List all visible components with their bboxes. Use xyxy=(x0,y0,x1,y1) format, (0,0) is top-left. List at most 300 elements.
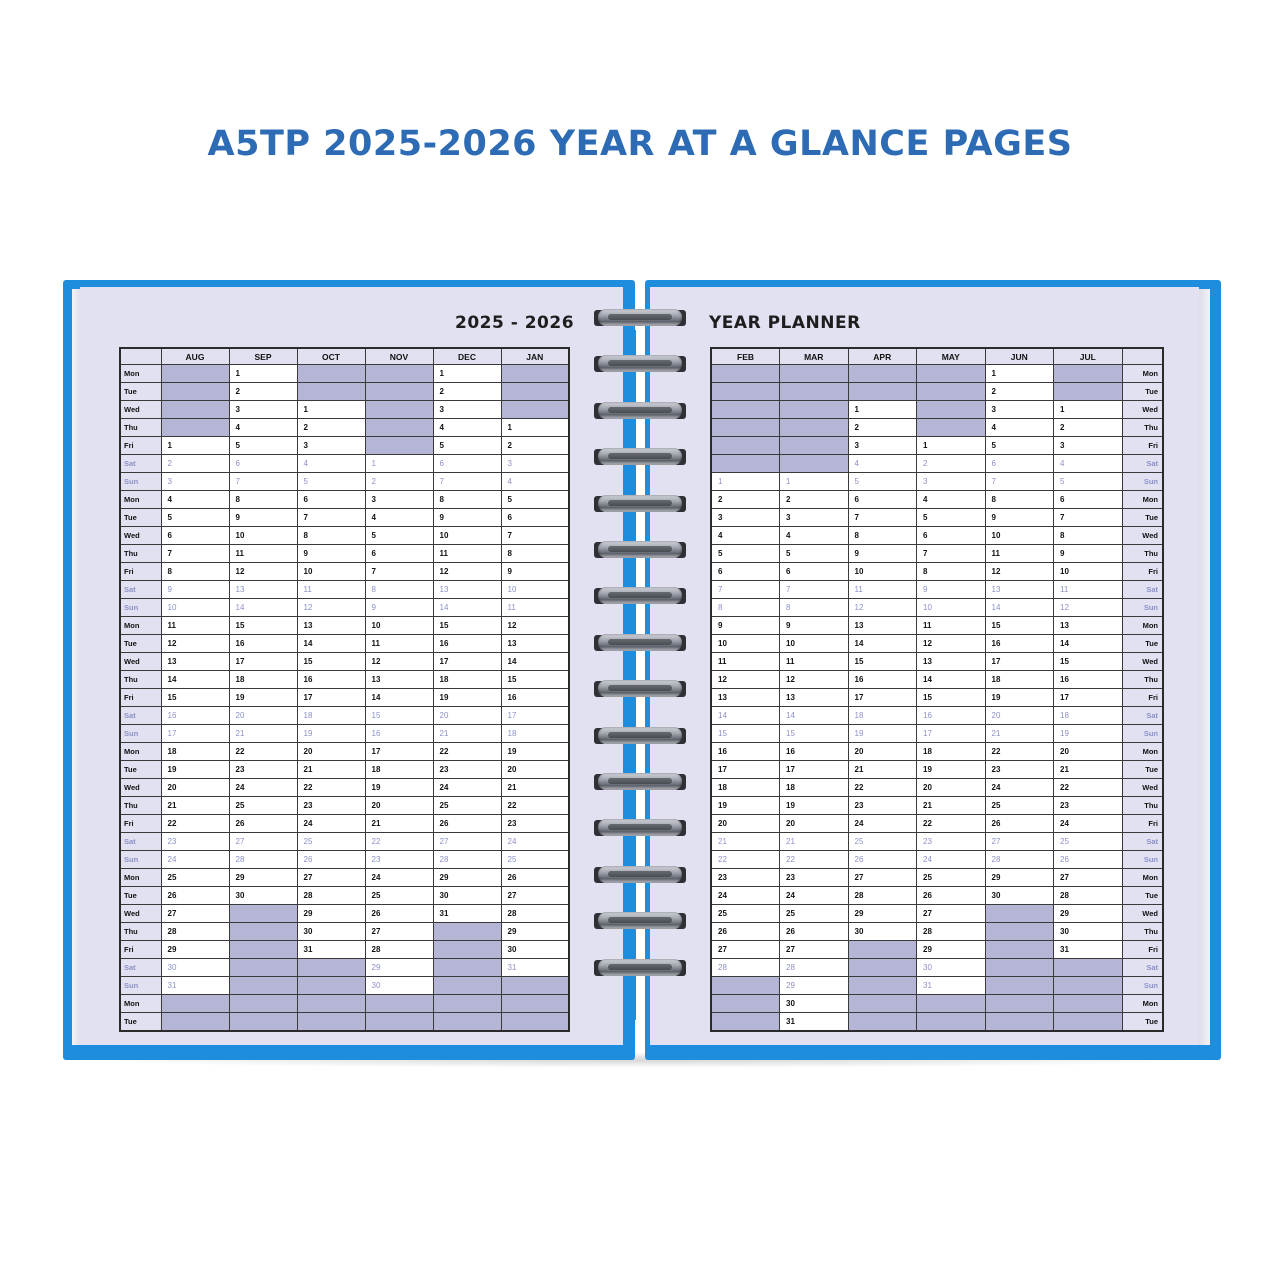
date-cell: 11 xyxy=(365,635,433,653)
date-cell: 19 xyxy=(985,689,1054,707)
wire-loop xyxy=(598,773,682,790)
weekday-label: Sat xyxy=(1122,833,1163,851)
date-cell: 12 xyxy=(1054,599,1123,617)
empty-date-cell xyxy=(711,455,780,473)
spiral-ring xyxy=(594,678,686,700)
date-cell: 19 xyxy=(365,779,433,797)
date-cell: 24 xyxy=(985,779,1054,797)
empty-date-cell xyxy=(917,401,986,419)
date-cell: 17 xyxy=(229,653,297,671)
calendar-row xyxy=(120,635,569,653)
weekday-label: Wed xyxy=(1122,527,1163,545)
calendar-row xyxy=(711,383,1163,401)
date-cell: 18 xyxy=(917,743,986,761)
weekday-label: Thu xyxy=(120,797,161,815)
date-cell: 4 xyxy=(917,491,986,509)
date-cell: 29 xyxy=(501,923,569,941)
date-cell: 31 xyxy=(161,977,229,995)
calendar-row xyxy=(711,869,1163,887)
calendar-row xyxy=(120,365,569,383)
calendar-row xyxy=(711,563,1163,581)
weekday-label: Thu xyxy=(120,923,161,941)
date-cell: 24 xyxy=(1054,815,1123,833)
date-cell: 20 xyxy=(365,797,433,815)
date-cell: 11 xyxy=(848,581,917,599)
calendar-row xyxy=(711,437,1163,455)
date-cell: 12 xyxy=(297,599,365,617)
spiral-ring xyxy=(594,632,686,654)
weekday-label: Sun xyxy=(120,725,161,743)
weekday-label: Fri xyxy=(1122,437,1163,455)
date-cell: 21 xyxy=(780,833,849,851)
spiral-ring xyxy=(594,585,686,607)
month-header-aug: AUG xyxy=(161,348,229,365)
wire-loop xyxy=(598,495,682,512)
empty-date-cell xyxy=(501,1013,569,1032)
date-cell: 18 xyxy=(297,707,365,725)
date-cell: 8 xyxy=(780,599,849,617)
calendar-row xyxy=(120,383,569,401)
calendar-row xyxy=(120,473,569,491)
empty-date-cell xyxy=(297,1013,365,1032)
empty-date-cell xyxy=(917,995,986,1013)
date-cell: 13 xyxy=(365,671,433,689)
weekday-label: Fri xyxy=(120,689,161,707)
date-cell: 19 xyxy=(711,797,780,815)
weekday-label: Thu xyxy=(1122,419,1163,437)
spiral-ring xyxy=(594,353,686,375)
date-cell: 22 xyxy=(711,851,780,869)
date-cell: 31 xyxy=(433,905,501,923)
date-cell: 9 xyxy=(848,545,917,563)
date-cell: 29 xyxy=(1054,905,1123,923)
weekday-label: Sun xyxy=(1122,977,1163,995)
weekday-label: Mon xyxy=(1122,365,1163,383)
empty-date-cell xyxy=(711,977,780,995)
month-header-row xyxy=(711,348,1163,365)
date-cell: 28 xyxy=(229,851,297,869)
date-cell: 28 xyxy=(780,959,849,977)
date-cell: 10 xyxy=(711,635,780,653)
calendar-row xyxy=(120,743,569,761)
date-cell: 6 xyxy=(848,491,917,509)
date-cell: 17 xyxy=(1054,689,1123,707)
date-cell: 9 xyxy=(229,509,297,527)
date-cell: 13 xyxy=(1054,617,1123,635)
date-cell: 28 xyxy=(365,941,433,959)
date-cell: 5 xyxy=(985,437,1054,455)
date-cell: 30 xyxy=(501,941,569,959)
empty-date-cell xyxy=(1054,365,1123,383)
date-cell: 25 xyxy=(229,797,297,815)
date-cell: 17 xyxy=(501,707,569,725)
date-cell: 5 xyxy=(501,491,569,509)
date-cell: 21 xyxy=(365,815,433,833)
date-cell: 8 xyxy=(297,527,365,545)
month-header-jan: JAN xyxy=(501,348,569,365)
empty-date-cell xyxy=(780,401,849,419)
date-cell: 28 xyxy=(917,923,986,941)
date-cell: 1 xyxy=(711,473,780,491)
calendar-row xyxy=(120,455,569,473)
weekday-label: Tue xyxy=(120,887,161,905)
wire-loop xyxy=(598,587,682,604)
date-cell: 5 xyxy=(917,509,986,527)
weekday-label: Tue xyxy=(1122,635,1163,653)
date-cell: 4 xyxy=(780,527,849,545)
date-cell: 29 xyxy=(780,977,849,995)
date-cell: 30 xyxy=(780,995,849,1013)
weekday-label: Tue xyxy=(1122,1013,1163,1032)
date-cell: 3 xyxy=(917,473,986,491)
calendar-row xyxy=(120,419,569,437)
calendar-row xyxy=(120,995,569,1013)
date-cell: 6 xyxy=(433,455,501,473)
empty-date-cell xyxy=(985,995,1054,1013)
weekday-label: Mon xyxy=(1122,995,1163,1013)
calendar-row xyxy=(711,455,1163,473)
date-cell: 13 xyxy=(501,635,569,653)
empty-date-cell xyxy=(985,923,1054,941)
date-cell: 26 xyxy=(297,851,365,869)
date-cell: 13 xyxy=(780,689,849,707)
date-cell: 7 xyxy=(1054,509,1123,527)
date-cell: 25 xyxy=(297,833,365,851)
date-cell: 8 xyxy=(985,491,1054,509)
wire-loop xyxy=(598,541,682,558)
date-cell: 3 xyxy=(161,473,229,491)
date-cell: 14 xyxy=(229,599,297,617)
calendar-row xyxy=(120,545,569,563)
spiral-ring xyxy=(594,771,686,793)
date-cell: 29 xyxy=(848,905,917,923)
date-cell: 8 xyxy=(161,563,229,581)
weekday-label: Sat xyxy=(1122,455,1163,473)
date-cell: 30 xyxy=(161,959,229,977)
weekday-label: Sat xyxy=(120,455,161,473)
weekday-label: Fri xyxy=(1122,815,1163,833)
date-cell: 19 xyxy=(917,761,986,779)
empty-date-cell xyxy=(917,419,986,437)
empty-date-cell xyxy=(711,995,780,1013)
date-cell: 11 xyxy=(711,653,780,671)
empty-date-cell xyxy=(711,383,780,401)
date-cell: 26 xyxy=(1054,851,1123,869)
calendar-row xyxy=(120,887,569,905)
calendar-row xyxy=(711,815,1163,833)
date-cell: 9 xyxy=(161,581,229,599)
weekday-label: Sat xyxy=(120,581,161,599)
calendar-row xyxy=(120,689,569,707)
weekday-label: Mon xyxy=(120,995,161,1013)
date-cell: 16 xyxy=(848,671,917,689)
calendar-row xyxy=(711,545,1163,563)
weekday-label: Thu xyxy=(120,419,161,437)
date-cell: 20 xyxy=(297,743,365,761)
calendar-row xyxy=(120,815,569,833)
date-cell: 26 xyxy=(711,923,780,941)
date-cell: 17 xyxy=(711,761,780,779)
date-cell: 18 xyxy=(433,671,501,689)
spiral-ring xyxy=(594,910,686,932)
date-cell: 13 xyxy=(917,653,986,671)
date-cell: 20 xyxy=(848,743,917,761)
date-cell: 17 xyxy=(917,725,986,743)
month-header-apr: APR xyxy=(848,348,917,365)
date-cell: 22 xyxy=(848,779,917,797)
date-cell: 30 xyxy=(848,923,917,941)
calendar-row xyxy=(120,437,569,455)
date-cell: 1 xyxy=(229,365,297,383)
calendar-row xyxy=(711,473,1163,491)
date-cell: 3 xyxy=(780,509,849,527)
date-cell: 14 xyxy=(433,599,501,617)
calendar-row xyxy=(120,599,569,617)
date-cell: 25 xyxy=(365,887,433,905)
empty-date-cell xyxy=(985,977,1054,995)
date-cell: 3 xyxy=(365,491,433,509)
calendar-row xyxy=(711,887,1163,905)
date-cell: 9 xyxy=(985,509,1054,527)
date-cell: 8 xyxy=(229,491,297,509)
wire-loop xyxy=(598,448,682,465)
date-cell: 27 xyxy=(711,941,780,959)
date-cell: 15 xyxy=(711,725,780,743)
date-cell: 15 xyxy=(161,689,229,707)
empty-date-cell xyxy=(917,1013,986,1032)
date-cell: 19 xyxy=(229,689,297,707)
date-cell: 22 xyxy=(161,815,229,833)
date-cell: 11 xyxy=(161,617,229,635)
date-cell: 4 xyxy=(433,419,501,437)
calendar-row xyxy=(120,563,569,581)
date-cell: 9 xyxy=(917,581,986,599)
month-header-feb: FEB xyxy=(711,348,780,365)
date-cell: 30 xyxy=(365,977,433,995)
weekday-label: Mon xyxy=(120,869,161,887)
empty-date-cell xyxy=(501,383,569,401)
date-cell: 31 xyxy=(780,1013,849,1032)
date-cell: 28 xyxy=(297,887,365,905)
weekday-label: Mon xyxy=(1122,617,1163,635)
weekday-label: Fri xyxy=(120,437,161,455)
calendar-row xyxy=(711,977,1163,995)
date-cell: 24 xyxy=(917,851,986,869)
date-cell: 19 xyxy=(433,689,501,707)
date-cell: 4 xyxy=(161,491,229,509)
calendar-row xyxy=(120,671,569,689)
date-cell: 28 xyxy=(433,851,501,869)
date-cell: 9 xyxy=(365,599,433,617)
weekday-label: Sat xyxy=(1122,707,1163,725)
date-cell: 13 xyxy=(297,617,365,635)
date-cell: 14 xyxy=(985,599,1054,617)
date-cell: 9 xyxy=(501,563,569,581)
date-cell: 3 xyxy=(711,509,780,527)
empty-date-cell xyxy=(297,959,365,977)
date-cell: 26 xyxy=(917,887,986,905)
date-cell: 20 xyxy=(161,779,229,797)
wire-loop xyxy=(598,634,682,651)
right-page-title: YEAR PLANNER xyxy=(709,313,861,333)
date-cell: 24 xyxy=(229,779,297,797)
date-cell: 11 xyxy=(501,599,569,617)
spiral-ring xyxy=(594,957,686,979)
calendar-row xyxy=(711,851,1163,869)
date-cell: 8 xyxy=(711,599,780,617)
date-cell: 15 xyxy=(780,725,849,743)
date-cell: 21 xyxy=(917,797,986,815)
date-cell: 23 xyxy=(848,797,917,815)
date-cell: 21 xyxy=(848,761,917,779)
date-cell: 17 xyxy=(985,653,1054,671)
date-cell: 9 xyxy=(433,509,501,527)
date-cell: 13 xyxy=(161,653,229,671)
date-cell: 10 xyxy=(365,617,433,635)
date-cell: 26 xyxy=(501,869,569,887)
calendar-row xyxy=(120,707,569,725)
weekday-label: Sat xyxy=(120,707,161,725)
date-cell: 31 xyxy=(297,941,365,959)
date-cell: 2 xyxy=(161,455,229,473)
empty-date-cell xyxy=(365,365,433,383)
date-cell: 24 xyxy=(297,815,365,833)
date-cell: 22 xyxy=(365,833,433,851)
spiral-ring xyxy=(594,307,686,329)
empty-date-cell xyxy=(780,365,849,383)
weekday-label: Wed xyxy=(1122,779,1163,797)
date-cell: 22 xyxy=(297,779,365,797)
empty-date-cell xyxy=(501,995,569,1013)
weekday-label: Tue xyxy=(1122,509,1163,527)
date-cell: 14 xyxy=(711,707,780,725)
date-cell: 22 xyxy=(985,743,1054,761)
date-cell: 15 xyxy=(229,617,297,635)
date-cell: 18 xyxy=(365,761,433,779)
calendar-row xyxy=(120,923,569,941)
empty-date-cell xyxy=(161,365,229,383)
date-cell: 14 xyxy=(780,707,849,725)
date-cell: 26 xyxy=(985,815,1054,833)
date-cell: 2 xyxy=(711,491,780,509)
date-cell: 27 xyxy=(229,833,297,851)
date-cell: 28 xyxy=(848,887,917,905)
date-cell: 12 xyxy=(711,671,780,689)
date-cell: 17 xyxy=(365,743,433,761)
weekday-label: Sun xyxy=(1122,599,1163,617)
date-cell: 15 xyxy=(297,653,365,671)
date-cell: 22 xyxy=(1054,779,1123,797)
weekday-label: Sun xyxy=(1122,851,1163,869)
date-cell: 5 xyxy=(297,473,365,491)
empty-date-cell xyxy=(297,383,365,401)
empty-date-cell xyxy=(365,995,433,1013)
calendar-row xyxy=(120,491,569,509)
weekday-label: Sat xyxy=(1122,581,1163,599)
date-cell: 16 xyxy=(433,635,501,653)
date-cell: 6 xyxy=(985,455,1054,473)
date-cell: 6 xyxy=(161,527,229,545)
date-cell: 29 xyxy=(917,941,986,959)
date-cell: 2 xyxy=(848,419,917,437)
date-cell: 23 xyxy=(297,797,365,815)
weekday-label: Sat xyxy=(120,959,161,977)
weekday-label: Mon xyxy=(120,491,161,509)
date-cell: 21 xyxy=(501,779,569,797)
date-cell: 30 xyxy=(985,887,1054,905)
weekday-label: Sun xyxy=(1122,725,1163,743)
weekday-label: Wed xyxy=(1122,653,1163,671)
date-cell: 18 xyxy=(161,743,229,761)
weekday-label: Fri xyxy=(1122,689,1163,707)
date-cell: 27 xyxy=(161,905,229,923)
date-cell: 11 xyxy=(917,617,986,635)
weekday-label: Mon xyxy=(120,617,161,635)
weekday-label: Tue xyxy=(120,635,161,653)
weekday-label: Mon xyxy=(120,365,161,383)
weekday-label: Tue xyxy=(120,1013,161,1032)
date-cell: 15 xyxy=(917,689,986,707)
calendar-row xyxy=(120,401,569,419)
date-cell: 30 xyxy=(1054,923,1123,941)
date-cell: 27 xyxy=(848,869,917,887)
date-cell: 7 xyxy=(848,509,917,527)
date-cell: 22 xyxy=(917,815,986,833)
date-cell: 23 xyxy=(365,851,433,869)
weekday-label: Mon xyxy=(120,743,161,761)
date-cell: 16 xyxy=(501,689,569,707)
calendar-row xyxy=(711,689,1163,707)
calendar-row xyxy=(711,833,1163,851)
calendar-row xyxy=(120,653,569,671)
weekday-label: Tue xyxy=(120,383,161,401)
empty-date-cell xyxy=(985,941,1054,959)
date-cell: 23 xyxy=(229,761,297,779)
date-cell: 25 xyxy=(161,869,229,887)
calendar-row xyxy=(711,671,1163,689)
date-cell: 2 xyxy=(297,419,365,437)
date-cell: 25 xyxy=(848,833,917,851)
empty-date-cell xyxy=(161,995,229,1013)
date-cell: 22 xyxy=(501,797,569,815)
date-cell: 22 xyxy=(780,851,849,869)
calendar-row xyxy=(711,959,1163,977)
date-cell: 26 xyxy=(780,923,849,941)
empty-date-cell xyxy=(229,995,297,1013)
empty-date-cell xyxy=(848,383,917,401)
month-header-jun: JUN xyxy=(985,348,1054,365)
calendar-row xyxy=(120,617,569,635)
date-cell: 3 xyxy=(501,455,569,473)
weekday-label: Tue xyxy=(1122,383,1163,401)
date-cell: 10 xyxy=(501,581,569,599)
date-cell: 17 xyxy=(848,689,917,707)
spiral-ring xyxy=(594,446,686,468)
empty-date-cell xyxy=(1054,995,1123,1013)
calendar-row xyxy=(711,365,1163,383)
wire-loop xyxy=(598,959,682,976)
date-cell: 16 xyxy=(161,707,229,725)
empty-date-cell xyxy=(229,1013,297,1032)
empty-date-cell xyxy=(365,401,433,419)
date-cell: 7 xyxy=(985,473,1054,491)
date-cell: 1 xyxy=(985,365,1054,383)
date-cell: 26 xyxy=(365,905,433,923)
calendar-row xyxy=(711,923,1163,941)
date-cell: 2 xyxy=(501,437,569,455)
calendar-row xyxy=(711,995,1163,1013)
calendar-row xyxy=(711,401,1163,419)
